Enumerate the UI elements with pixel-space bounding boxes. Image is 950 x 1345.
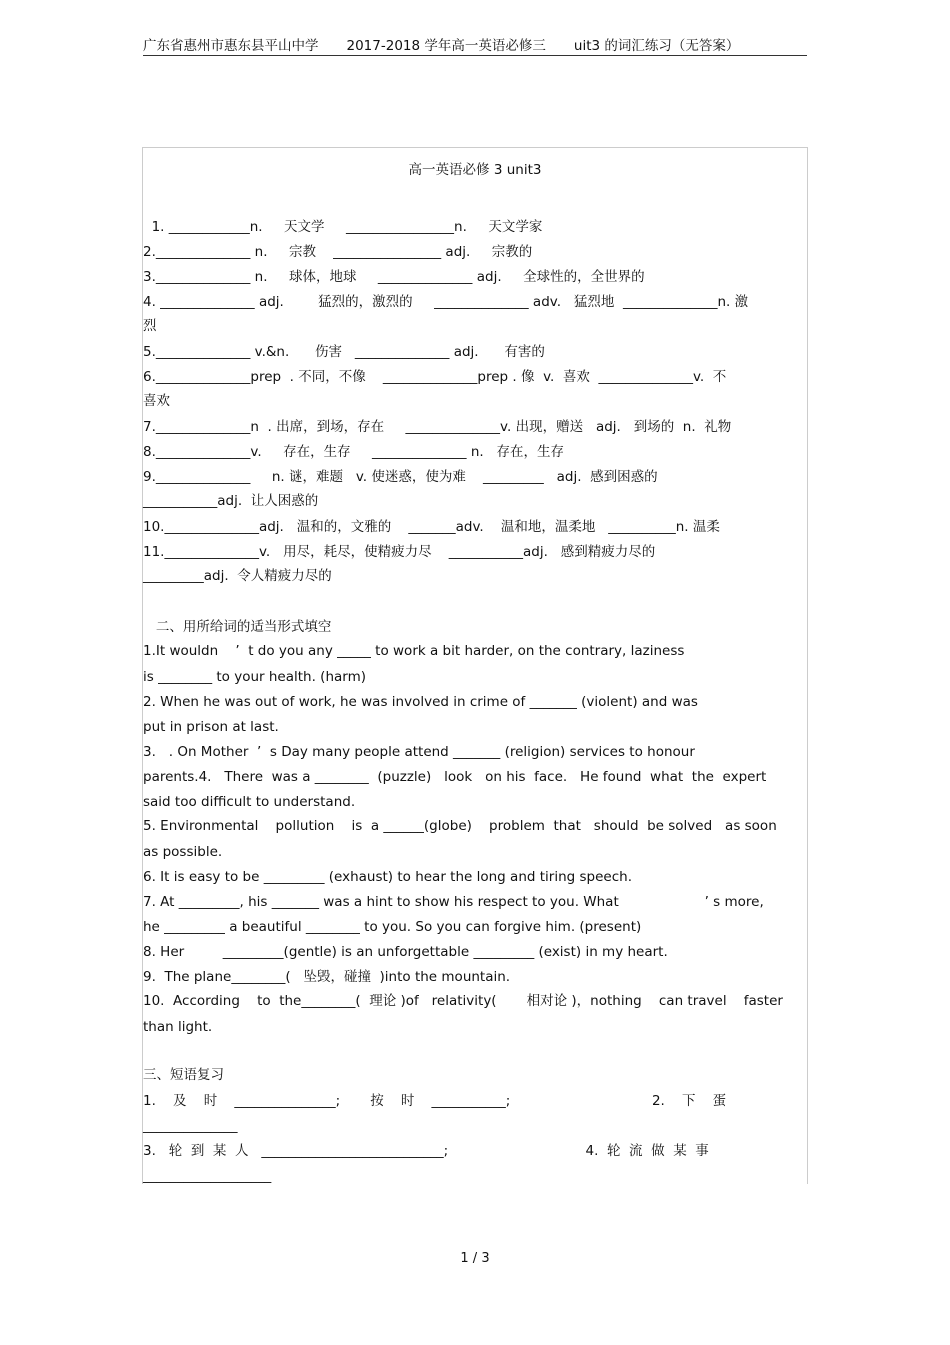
exercise-line: 6. It is easy to be _________ (exhaust) to hear the long and tiring speech.: [143, 869, 632, 885]
phrase-line: ______________: [143, 1118, 238, 1134]
vocab-line: 5.______________ v.&n. 伤害 ______________ adj. 有害的: [143, 344, 545, 360]
exercise-line: said too difficult to understand.: [143, 794, 356, 810]
header-subtitle: uit3 的词汇练习（无答案）: [573, 38, 740, 54]
vocab-line: 烈: [143, 318, 157, 334]
section2-heading: 二、用所给词的适当形式填空: [143, 619, 332, 635]
exercise-line: 2. When he was out of work, he was involved in crime of _______ (violent) and was: [143, 694, 698, 710]
exercise-line: 8. Her _________(gentle) is an unforgettable _________ (exist) in my heart.: [143, 944, 668, 960]
exercise-line: 5. Environmental pollution is a ______(globe) problem that should be solved as soon: [143, 818, 777, 834]
exercise-line: is ________ to your health. (harm): [143, 669, 367, 685]
vocab-line: 4. ______________ adj. 猛烈的，激烈的 ______________ adv. 猛烈地 ______________n. 激: [143, 294, 749, 310]
exercise-line: as possible.: [143, 844, 223, 860]
exercise-line: 7. At _________, his _______ was a hint to show his respect to you. What ’ s more,: [143, 894, 764, 910]
exercise-line: than light.: [143, 1019, 213, 1035]
phrase-line: 3. 轮 到 某 人 ___________________________; 4. 轮 流 做 某 事: [143, 1143, 709, 1159]
worksheet-title: 高一英语必修 3 unit3: [408, 162, 542, 178]
exercise-line: put in prison at last.: [143, 719, 279, 735]
vocab-line: 喜欢: [143, 393, 170, 409]
vocab-line: 10.______________adj. 温和的，文雅的 _______adv. 温和地，温柔地 __________n. 温柔: [143, 519, 720, 535]
header-school: 广东省惠州市惠东县平山中学: [143, 38, 319, 54]
vocab-line: 6.______________prep . 不同，不像 ______________prep . 像 v. 喜欢 ______________v. 不: [143, 369, 727, 385]
page-number: 1 / 3: [460, 1251, 490, 1266]
vocab-line: 7.______________n . 出席，到场，存在 ______________v. 出现，赠送 adj. 到场的 n. 礼物: [143, 419, 732, 435]
vocab-line: 11.______________v. 用尽，耗尽，使精疲力尽 ___________adj. 感到精疲力尽的: [143, 544, 656, 560]
exercise-line: parents.4. There was a ________ (puzzle) look on his face. He found what the expert: [143, 769, 767, 785]
phrase-line: ___________________: [143, 1168, 272, 1184]
vocab-line: _________adj. 令人精疲力尽的: [143, 568, 332, 584]
phrase-line: 1. 及 时 _______________; 按 时 ___________; 2. 下 蛋: [143, 1093, 727, 1109]
vocab-line: ___________adj. 让人困惑的: [143, 493, 319, 509]
section3-heading: 三、短语复习: [143, 1067, 224, 1083]
vocab-line: 9.______________ n. 谜，难题 v. 使迷惑，使为难 _________ adj. 感到困惑的: [143, 469, 658, 485]
exercise-line: 3. . On Mother ’ s Day many people attend _______ (religion) services to honour: [143, 744, 695, 760]
vocab-line: 1. ____________n. 天文学 ________________n. 天文学家: [143, 219, 543, 235]
exercise-line: 9. The plane________( 坠毁，碰撞 )into the mountain.: [143, 969, 511, 985]
vocab-line: 2.______________ n. 宗教 ________________ adj. 宗教的: [143, 244, 533, 260]
exercise-line: 10. According to the________( 理论 )of relativity( 相对论 )，nothing can travel faster: [143, 993, 783, 1009]
page-header: [143, 34, 807, 56]
vocab-line: 3.______________ n. 球体，地球 ______________ adj. 全球性的，全世界的: [143, 269, 645, 285]
vocab-line: 8.______________v. 存在，生存 ______________ n. 存在，生存: [143, 444, 565, 460]
exercise-line: 1.It wouldn ’ t do you any _____ to work a bit harder, on the contrary, laziness: [143, 643, 685, 659]
exercise-line: he _________ a beautiful ________ to you. So you can forgive him. (present): [143, 919, 642, 935]
header-title: 2017-2018 学年高一英语必修三: [346, 38, 546, 54]
